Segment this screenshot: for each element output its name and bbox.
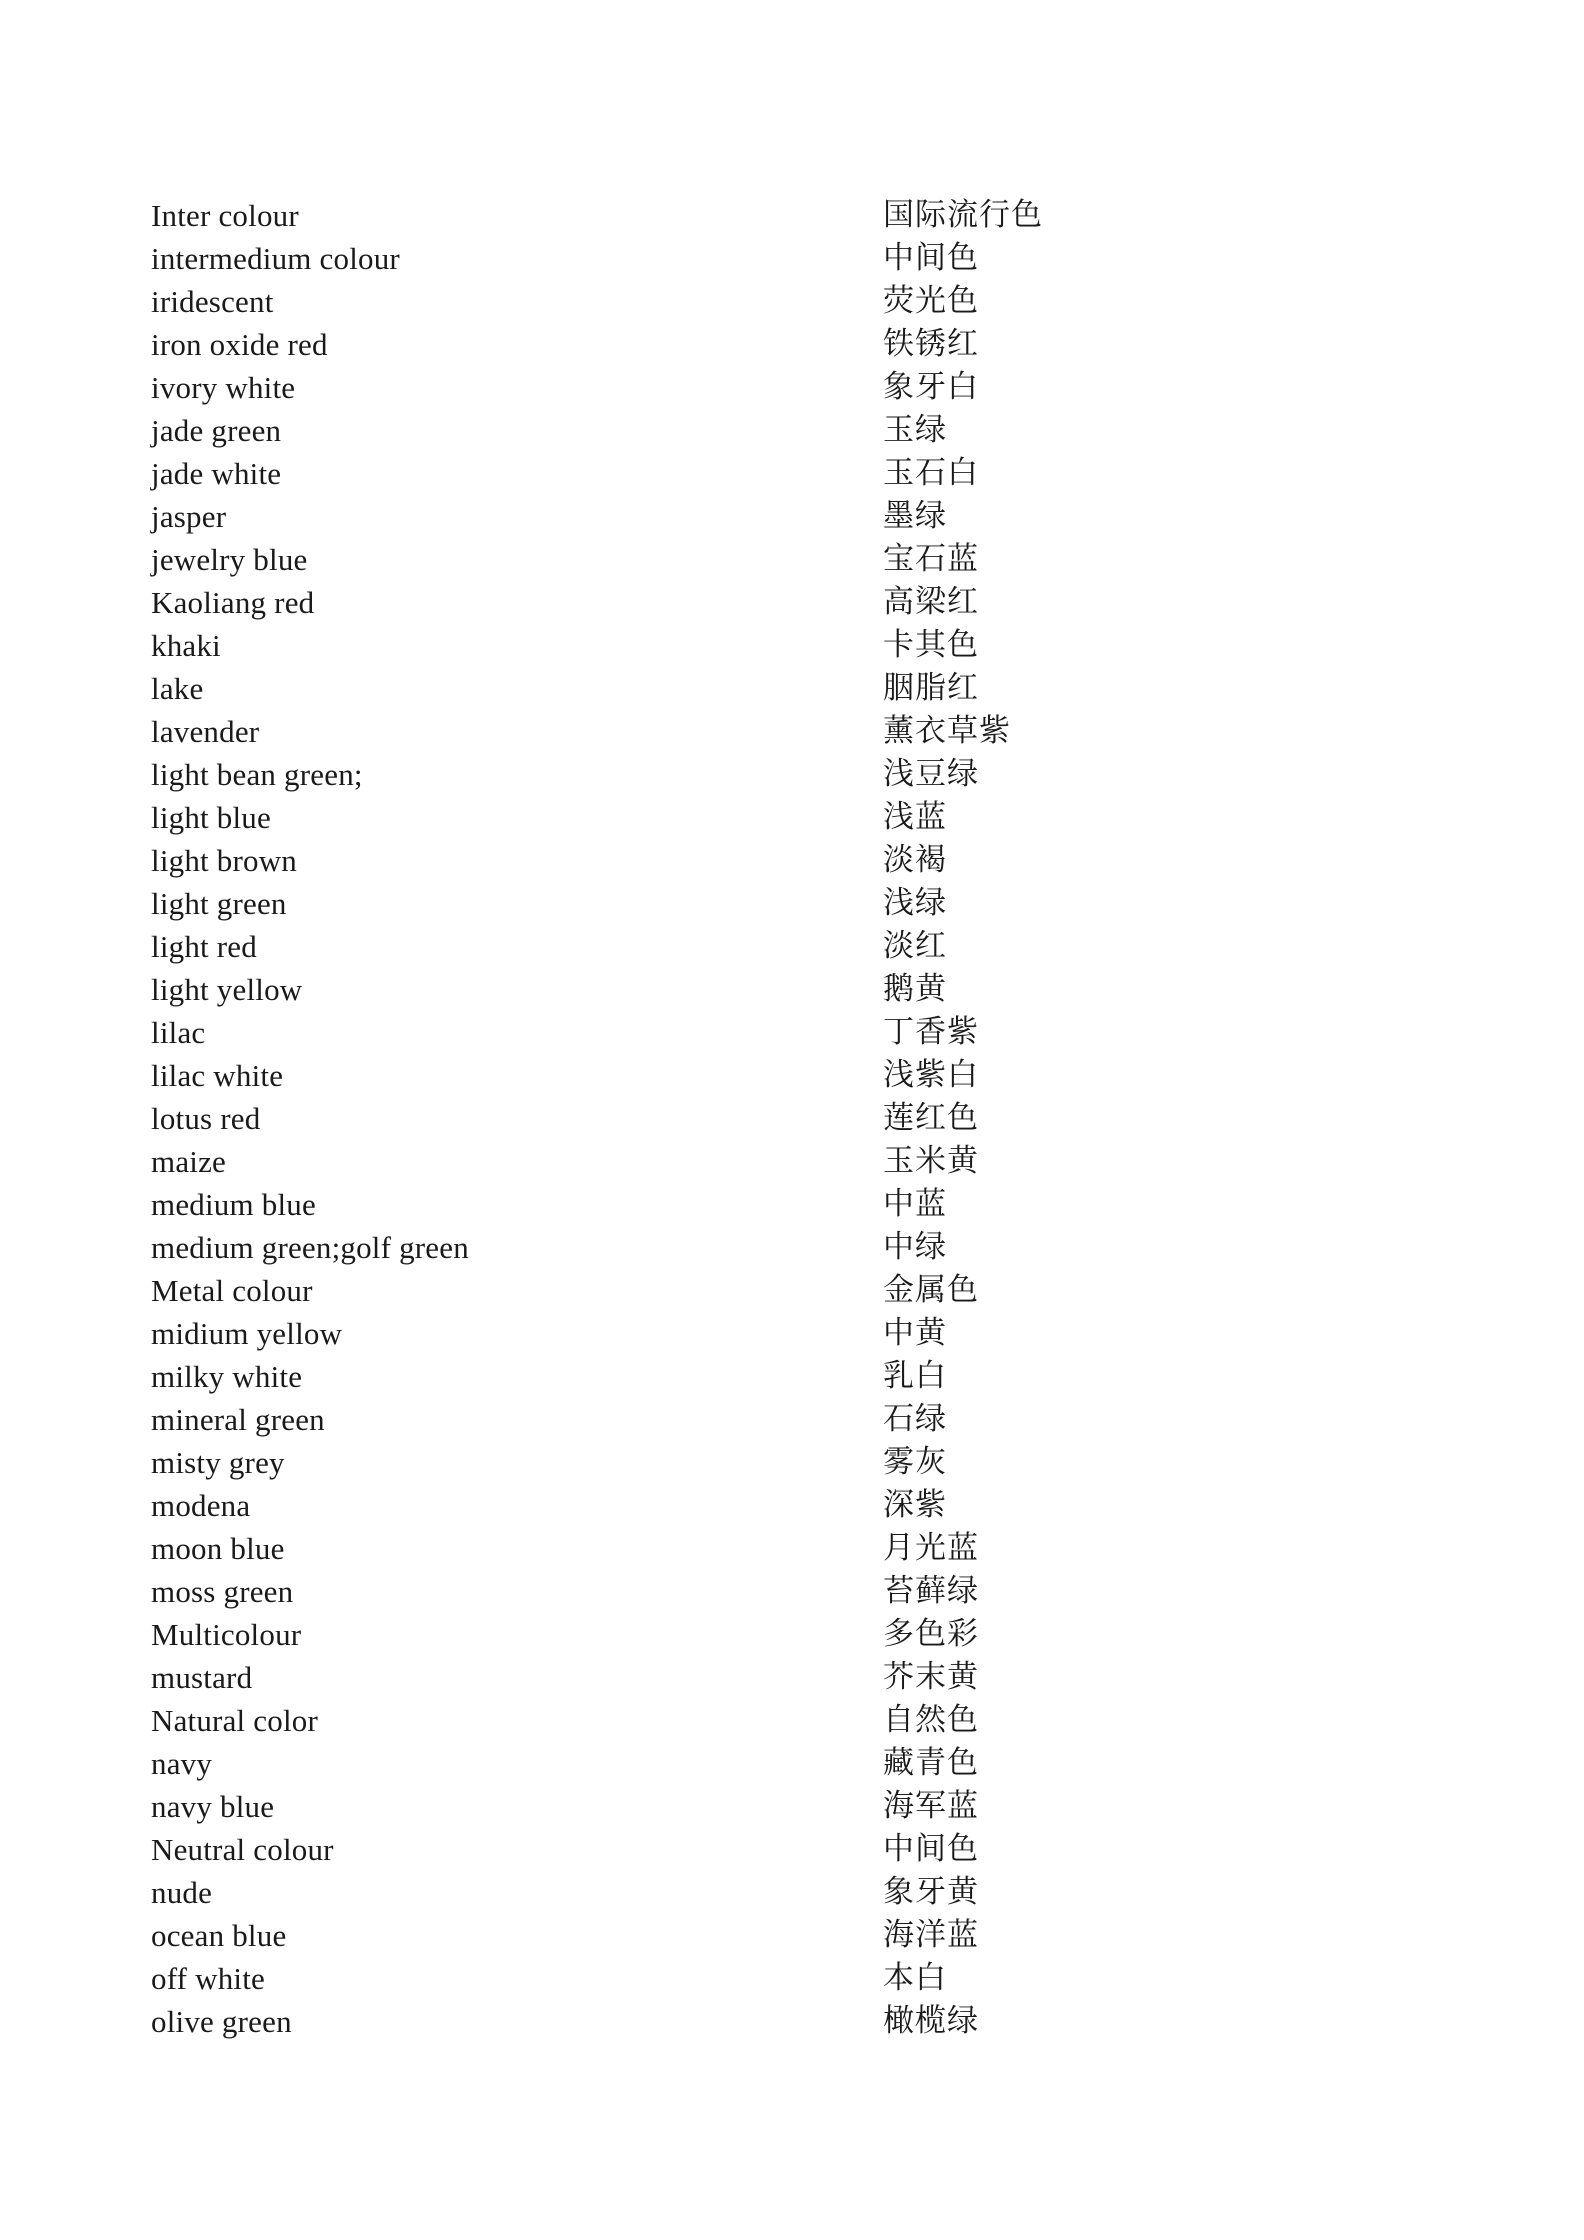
english-term: lilac white bbox=[151, 1058, 284, 1093]
english-term: light yellow bbox=[151, 972, 303, 1007]
glossary-entry bbox=[151, 1484, 1251, 1527]
chinese-translation: 石绿 bbox=[883, 1401, 947, 1437]
english-term: medium blue bbox=[151, 1187, 316, 1222]
glossary-entry bbox=[151, 968, 1251, 1011]
glossary-entry bbox=[151, 2000, 1251, 2043]
glossary-entry bbox=[151, 1656, 1251, 1699]
chinese-translation: 浅绿 bbox=[883, 885, 947, 921]
chinese-translation: 中间色 bbox=[883, 1831, 979, 1867]
english-term: lavender bbox=[151, 714, 260, 749]
chinese-translation: 中黄 bbox=[883, 1315, 947, 1351]
color-glossary-list bbox=[151, 194, 1251, 2043]
glossary-entry bbox=[151, 452, 1251, 495]
chinese-translation: 深紫 bbox=[883, 1487, 947, 1523]
chinese-translation: 玉石白 bbox=[883, 455, 979, 491]
chinese-translation: 浅豆绿 bbox=[883, 756, 979, 792]
english-term: modena bbox=[151, 1488, 251, 1523]
glossary-entry bbox=[151, 1570, 1251, 1613]
english-term: Metal colour bbox=[151, 1273, 313, 1308]
english-term: Multicolour bbox=[151, 1617, 302, 1652]
chinese-translation: 中间色 bbox=[883, 240, 979, 276]
glossary-entry bbox=[151, 710, 1251, 753]
chinese-translation: 藏青色 bbox=[883, 1745, 979, 1781]
chinese-translation: 乳白 bbox=[883, 1358, 947, 1394]
chinese-translation: 月光蓝 bbox=[883, 1530, 979, 1566]
glossary-entry bbox=[151, 1355, 1251, 1398]
english-term: Natural color bbox=[151, 1703, 318, 1738]
english-term: maize bbox=[151, 1144, 227, 1179]
english-term: iron oxide red bbox=[151, 327, 328, 362]
chinese-translation: 雾灰 bbox=[883, 1444, 947, 1480]
glossary-entry bbox=[151, 882, 1251, 925]
glossary-entry bbox=[151, 1914, 1251, 1957]
english-term: mineral green bbox=[151, 1402, 325, 1437]
chinese-translation: 象牙白 bbox=[883, 369, 979, 405]
english-term: jade white bbox=[151, 456, 282, 491]
english-term: navy bbox=[151, 1746, 213, 1781]
chinese-translation: 本白 bbox=[883, 1960, 947, 1996]
english-term: moss green bbox=[151, 1574, 294, 1609]
english-term: olive green bbox=[151, 2004, 292, 2039]
glossary-entry bbox=[151, 1742, 1251, 1785]
glossary-entry bbox=[151, 1828, 1251, 1871]
chinese-translation: 玉绿 bbox=[883, 412, 947, 448]
glossary-entry bbox=[151, 323, 1251, 366]
english-term: midium yellow bbox=[151, 1316, 343, 1351]
english-term: light green bbox=[151, 886, 287, 921]
glossary-entry bbox=[151, 1269, 1251, 1312]
english-term: nude bbox=[151, 1875, 213, 1910]
chinese-translation: 墨绿 bbox=[883, 498, 947, 534]
chinese-translation: 自然色 bbox=[883, 1702, 979, 1738]
glossary-entry bbox=[151, 1312, 1251, 1355]
glossary-entry bbox=[151, 1183, 1251, 1226]
english-term: light red bbox=[151, 929, 257, 964]
chinese-translation: 苔藓绿 bbox=[883, 1573, 979, 1609]
english-term: medium green;golf green bbox=[151, 1230, 469, 1265]
glossary-entry bbox=[151, 1613, 1251, 1656]
chinese-translation: 象牙黄 bbox=[883, 1874, 979, 1910]
glossary-entry bbox=[151, 1140, 1251, 1183]
english-term: milky white bbox=[151, 1359, 303, 1394]
chinese-translation: 浅蓝 bbox=[883, 799, 947, 835]
chinese-translation: 淡红 bbox=[883, 928, 947, 964]
english-term: khaki bbox=[151, 628, 221, 663]
chinese-translation: 金属色 bbox=[883, 1272, 979, 1308]
glossary-entry bbox=[151, 624, 1251, 667]
english-term: ivory white bbox=[151, 370, 296, 405]
english-term: ocean blue bbox=[151, 1918, 287, 1953]
english-term: navy blue bbox=[151, 1789, 275, 1824]
chinese-translation: 芥末黄 bbox=[883, 1659, 979, 1695]
english-term: lake bbox=[151, 671, 204, 706]
glossary-entry bbox=[151, 796, 1251, 839]
glossary-entry bbox=[151, 495, 1251, 538]
chinese-translation: 海洋蓝 bbox=[883, 1917, 979, 1953]
glossary-entry bbox=[151, 1226, 1251, 1269]
glossary-entry bbox=[151, 839, 1251, 882]
glossary-entry bbox=[151, 925, 1251, 968]
chinese-translation: 宝石蓝 bbox=[883, 541, 979, 577]
glossary-entry bbox=[151, 280, 1251, 323]
glossary-entry bbox=[151, 409, 1251, 452]
english-term: moon blue bbox=[151, 1531, 285, 1566]
glossary-entry bbox=[151, 237, 1251, 280]
glossary-entry bbox=[151, 667, 1251, 710]
chinese-translation: 鹅黄 bbox=[883, 971, 947, 1007]
english-term: off white bbox=[151, 1961, 266, 1996]
chinese-translation: 铁锈红 bbox=[883, 326, 979, 362]
glossary-entry bbox=[151, 1785, 1251, 1828]
english-term: light bean green; bbox=[151, 757, 363, 792]
glossary-entry bbox=[151, 538, 1251, 581]
chinese-translation: 薰衣草紫 bbox=[883, 713, 1011, 749]
glossary-entry bbox=[151, 1871, 1251, 1914]
chinese-translation: 高梁红 bbox=[883, 584, 979, 620]
chinese-translation: 玉米黄 bbox=[883, 1143, 979, 1179]
glossary-entry bbox=[151, 1011, 1251, 1054]
chinese-translation: 多色彩 bbox=[883, 1616, 979, 1652]
glossary-entry bbox=[151, 1054, 1251, 1097]
english-term: jade green bbox=[151, 413, 282, 448]
chinese-translation: 淡褐 bbox=[883, 842, 947, 878]
glossary-entry bbox=[151, 1699, 1251, 1742]
chinese-translation: 橄榄绿 bbox=[883, 2003, 979, 2039]
english-term: intermedium colour bbox=[151, 241, 400, 276]
chinese-translation: 中蓝 bbox=[883, 1186, 947, 1222]
english-term: lilac bbox=[151, 1015, 206, 1050]
chinese-translation: 莲红色 bbox=[883, 1100, 979, 1136]
chinese-translation: 荧光色 bbox=[883, 283, 979, 319]
english-term: lotus red bbox=[151, 1101, 261, 1136]
glossary-entry bbox=[151, 194, 1251, 237]
english-term: Neutral colour bbox=[151, 1832, 334, 1867]
chinese-translation: 国际流行色 bbox=[883, 197, 1043, 233]
english-term: jewelry blue bbox=[151, 542, 308, 577]
chinese-translation: 海军蓝 bbox=[883, 1788, 979, 1824]
glossary-entry bbox=[151, 581, 1251, 624]
chinese-translation: 浅紫白 bbox=[883, 1057, 979, 1093]
chinese-translation: 胭脂红 bbox=[883, 670, 979, 706]
english-term: light blue bbox=[151, 800, 271, 835]
glossary-entry bbox=[151, 1398, 1251, 1441]
english-term: Kaoliang red bbox=[151, 585, 315, 620]
glossary-entry bbox=[151, 366, 1251, 409]
glossary-entry bbox=[151, 1097, 1251, 1140]
glossary-entry bbox=[151, 753, 1251, 796]
chinese-translation: 中绿 bbox=[883, 1229, 947, 1265]
glossary-entry bbox=[151, 1527, 1251, 1570]
english-term: mustard bbox=[151, 1660, 253, 1695]
english-term: misty grey bbox=[151, 1445, 285, 1480]
chinese-translation: 卡其色 bbox=[883, 627, 979, 663]
glossary-entry bbox=[151, 1441, 1251, 1484]
english-term: light brown bbox=[151, 843, 297, 878]
glossary-entry bbox=[151, 1957, 1251, 2000]
english-term: iridescent bbox=[151, 284, 274, 319]
english-term: jasper bbox=[151, 499, 227, 534]
chinese-translation: 丁香紫 bbox=[883, 1014, 979, 1050]
english-term: Inter colour bbox=[151, 198, 299, 233]
